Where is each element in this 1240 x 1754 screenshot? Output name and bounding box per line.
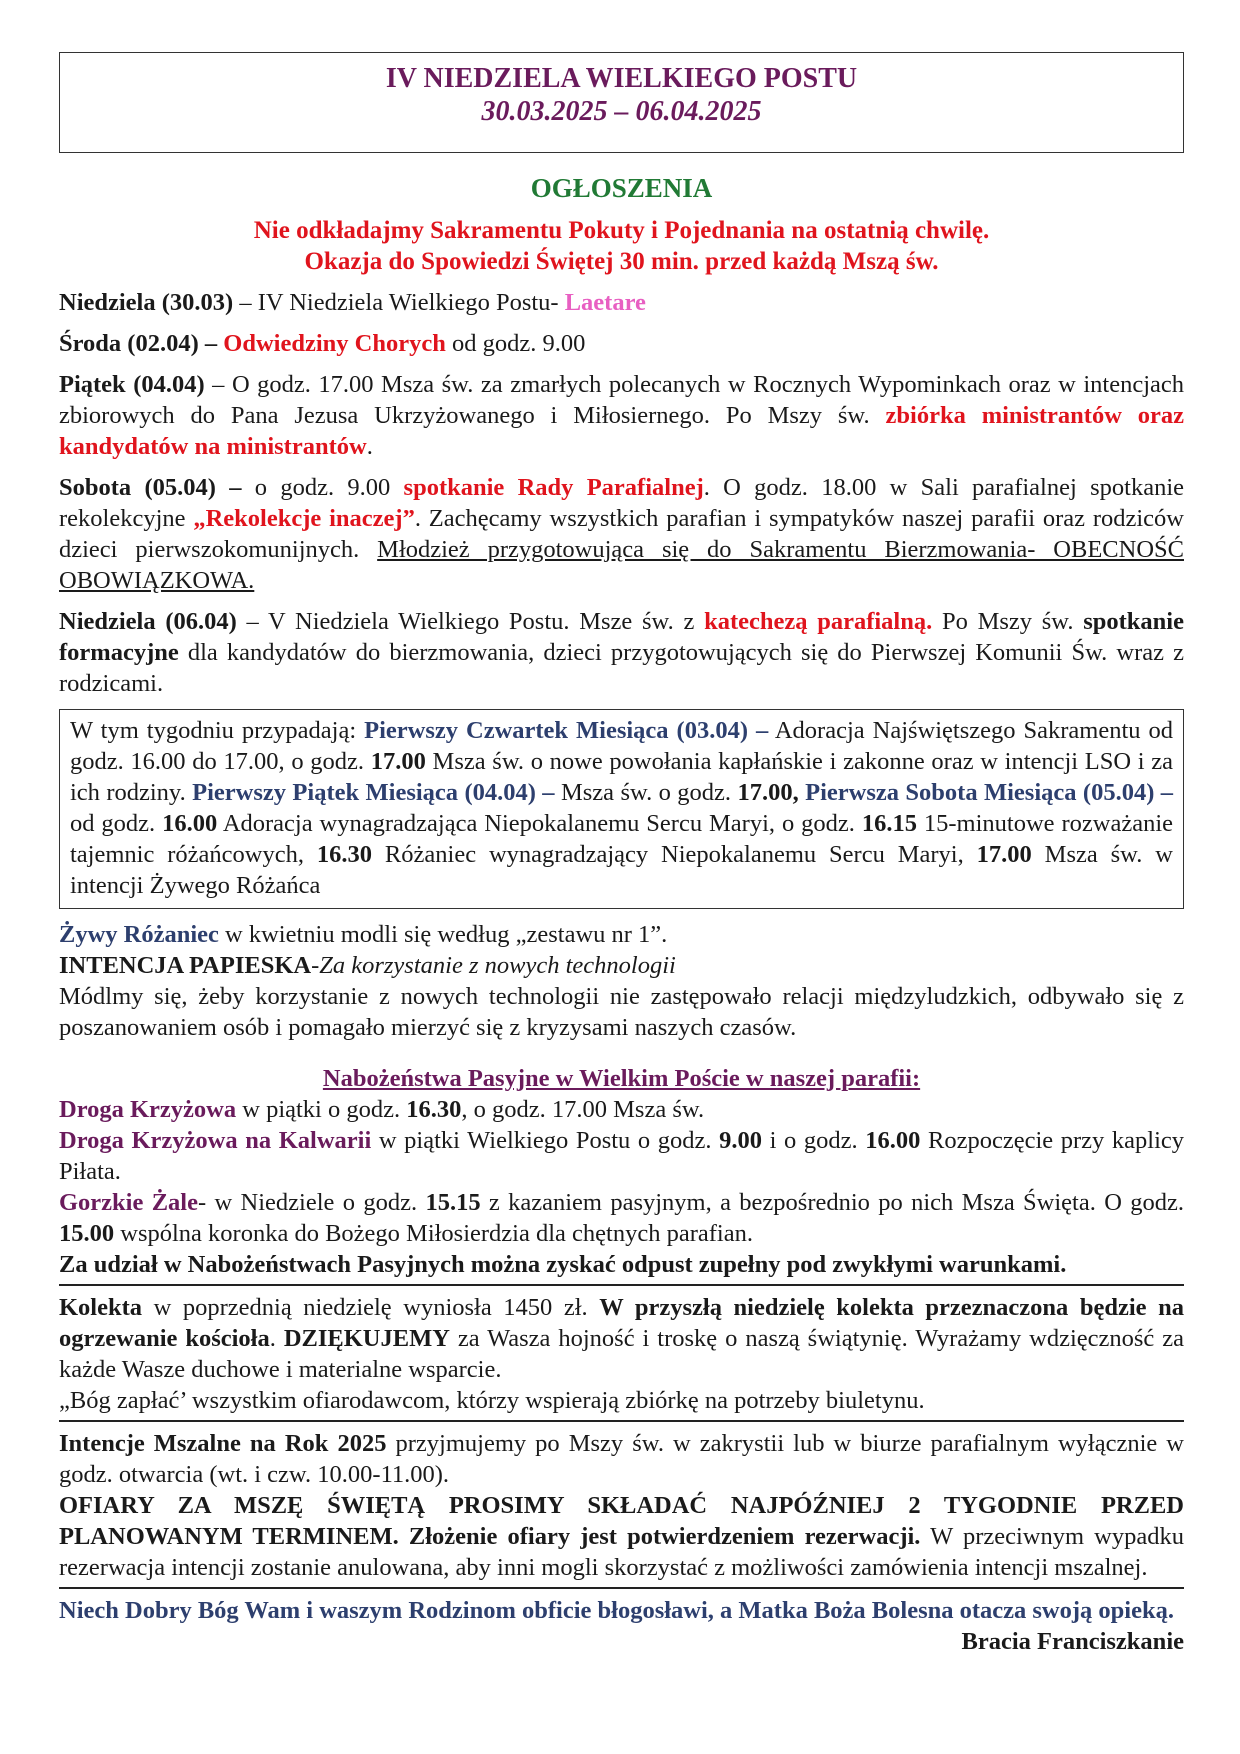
reminder-line-1: Nie odkładajmy Sakramentu Pokuty i Pojednania na ostatnią chwilę. bbox=[253, 217, 990, 244]
laetare-label: Laetare bbox=[564, 289, 646, 316]
way-of-cross: Droga Krzyżowa w piątki o godz. 16.30, o godz. 17.00 Msza św. bbox=[59, 1096, 705, 1123]
announcement-sunday-1: Niedziela (30.03) – IV Niedziela Wielkiego Postu- Laetare bbox=[59, 289, 646, 316]
divider bbox=[59, 1420, 1184, 1422]
page-title: IV NIEDZIELA WIELKIEGO POSTU bbox=[385, 63, 858, 94]
signature: Bracia Franciszkanie bbox=[961, 1628, 1184, 1655]
mass-intentions-rules: OFIARY ZA MSZĘ ŚWIĘTĄ PROSIMY SKŁADAĆ NAJPÓŹNIEJ 2 TYGODNIE PRZED PLANOWANYM TERMINEM. Złożenie ofiary jest potwierdzeniem rezerwacji. W przeciwnym wypadku rezerwacja intencji zostanie anulowana, aby inni mogli skorzystać z możliwości zamówienia intencji mszalnej. bbox=[59, 1492, 1184, 1581]
divider bbox=[59, 1587, 1184, 1589]
section-title: OGŁOSZENIA bbox=[530, 173, 713, 203]
confession-reminder bbox=[59, 215, 1184, 277]
week-events-box: W tym tygodniu przypadają: Pierwszy Czwartek Miesiąca (03.04) – Adoracja Najświętszego Sakramentu od godz. 16.00 do 17.00, o godz. 17.00 Msza św. o nowe powołania kapłańskie i zakonne oraz w intencji LSO i za ich rodziny. Pierwszy Piątek Miesiąca (04.04) – Msza św. o godz. 17.00, Pierwsza Sobota Miesiąca (05.04) – od godz. 16.00 Adoracja wynagradzająca Niepokalanemu Sercu Maryi, o godz. 16.15 15-minutowe rozważanie tajemnic różańcowych, 16.30 Różaniec wynagradzający Niepokalanemu Sercu Maryi, 17.00 Msza św. w intencji Żywego Różańca bbox=[59, 709, 1184, 909]
lent-services-title: Nabożeństwa Pasyjne w Wielkim Poście w naszej parafii: bbox=[322, 1065, 921, 1092]
announcement-wednesday: Środa (02.04) – Odwiedziny Chorych od godz. 9.00 bbox=[59, 330, 586, 357]
mass-intentions: Intencje Mszalne na Rok 2025 przyjmujemy po Mszy św. w zakrystii lub w biurze parafialnym wyłącznie w godz. otwarcia (wt. i czw. 10.00-11.00). bbox=[59, 1430, 1184, 1488]
day-label: Piątek (04.04) bbox=[59, 371, 205, 398]
gorzkie-zale: Gorzkie Żale- w Niedziele o godz. 15.15 z kazaniem pasyjnym, a bezpośrednio po nich Msza Święta. O godz. 15.00 wspólna koronka do Bożego Miłosierdzia dla chętnych parafian. bbox=[59, 1189, 1184, 1247]
papal-intention: INTENCJA PAPIESKA-Za korzystanie z nowych technologii bbox=[59, 952, 676, 979]
announcement-sunday-2: Niedziela (06.04) – V Niedziela Wielkiego Postu. Msze św. z katechezą parafialną. Po Mszy św. spotkanie formacyjne dla kandydatów do bierzmowania, dzieci przygotowujących się do Pierwszej Komunii Św. wraz z rodzicami. bbox=[59, 608, 1184, 697]
bulletin-page bbox=[59, 52, 1184, 1657]
collection-thanks: „Bóg zapłać’ wszystkim ofiarodawcom, którzy wspierają zbiórkę na potrzeby biuletynu. bbox=[59, 1387, 925, 1414]
indulgence-note: Za udział w Nabożeństwach Pasyjnych można zyskać odpust zupełny pod zwykłymi warunkami. bbox=[59, 1251, 1067, 1278]
day-label: Sobota (05.04) – bbox=[59, 474, 255, 501]
closing-blessing: Niech Dobry Bóg Wam i waszym Rodzinom obficie błogosławi, a Matka Boża Bolesna otacza swoją opieką. Bracia Franciszkanie bbox=[59, 1597, 1184, 1655]
announcement-friday: Piątek (04.04) – O godz. 17.00 Msza św. za zmarłych polecanych w Rocznych Wypominkach oraz w intencjach zbiorowych do Pana Jezusa Ukrzyżowanego i Miłosiernego. Po Mszy św. zbiórka ministrantów oraz kandydatów na ministrantów. bbox=[59, 371, 1185, 460]
title-box bbox=[59, 52, 1184, 153]
papal-intention-text: Módlmy się, żeby korzystanie z nowych technologii nie zastępowało relacji międzyludzkich, odbywało się z poszanowaniem osób i pomagało mierzyć się z kryzysami naszych czasów. bbox=[59, 983, 1184, 1041]
way-of-cross-calvary: Droga Krzyżowa na Kalwarii w piątki Wielkiego Postu o godz. 9.00 i o godz. 16.00 Rozpoczęcie przy kaplicy Piłata. bbox=[59, 1127, 1185, 1185]
rosary-note: Żywy Różaniec w kwietniu modli się według „zestawu nr 1”. bbox=[59, 921, 668, 948]
date-range: 30.03.2025 – 06.04.2025 bbox=[481, 96, 762, 127]
reminder-line-2: Okazja do Spowiedzi Świętej 30 min. przed każdą Mszą św. bbox=[304, 248, 939, 275]
collection-note: Kolekta w poprzednią niedzielę wyniosła 1450 zł. W przyszłą niedzielę kolekta przeznaczona będzie na ogrzewanie kościoła. DZIĘKUJEMY za Wasza hojność i troskę o naszą świątynię. Wyrażamy wdzięczność za każde Wasze duchowe i materialne wsparcie. bbox=[59, 1294, 1185, 1383]
announcement-saturday: Sobota (05.04) – o godz. 9.00 spotkanie Rady Parafialnej. O godz. 18.00 w Sali parafialnej spotkanie rekolekcyjne „Rekolekcje inaczej”. Zachęcamy wszystkich parafian i sympatyków naszej parafii oraz rodziców dzieci pierwszokomunijnych. Młodzież przygotowująca się do Sakramentu Bierzmowania- OBECNOŚĆ OBOWIĄZKOWA. bbox=[59, 474, 1184, 594]
divider bbox=[59, 1284, 1184, 1286]
day-label: Niedziela (30.03) bbox=[59, 289, 234, 316]
day-label: Niedziela (06.04) bbox=[59, 608, 237, 635]
day-label: Środa (02.04) – bbox=[59, 330, 224, 357]
